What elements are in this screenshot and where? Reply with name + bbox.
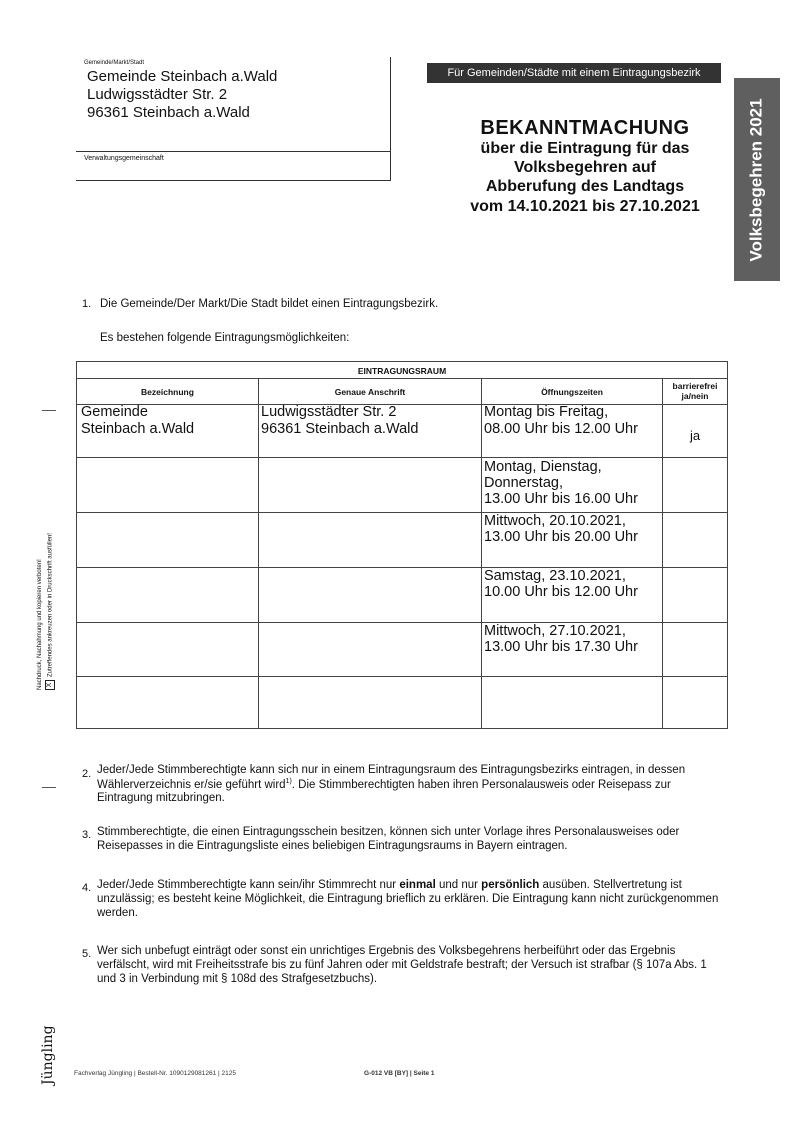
footer-publisher: Fachverlag Jüngling | Bestell-Nr. 1090129081261 | 2125 bbox=[74, 1070, 237, 1077]
publisher-logo-text: Jüngling bbox=[40, 1025, 56, 1085]
address-line-1: Gemeinde Steinbach a.Wald bbox=[87, 68, 278, 85]
address-divider bbox=[76, 151, 390, 152]
section-5-line2: verfälscht, wird mit Freiheitsstrafe bis zu fünf Jahren oder mit Geldstrafe bestraft; der Versuch ist strafbar (§ 107a Abs. 1 bbox=[97, 959, 707, 971]
table-row-divider bbox=[77, 676, 727, 677]
row2-hours-line3: 13.00 Uhr bis 16.00 Uhr bbox=[484, 491, 638, 507]
row1-address-line2: 96361 Steinbach a.Wald bbox=[261, 421, 419, 437]
section-4-line1a: Jeder/Jede Stimmberechtigte kann sein/ihr Stimmrecht nur bbox=[97, 879, 400, 891]
title-line-3: Abberufung des Landtags bbox=[485, 178, 685, 195]
section-4-line2: unzulässig; es besteht keine Möglichkeit, die Eintragung brieflich zu erklären. Die Eintragung kann nicht zurückgenommen bbox=[97, 893, 719, 905]
row2-hours-line1: Montag, Dienstag, bbox=[484, 459, 602, 475]
section-2-line2 bbox=[97, 778, 671, 791]
margin-fold-mark bbox=[42, 410, 56, 411]
header-name: Bezeichnung bbox=[141, 387, 194, 397]
margin-fold-mark bbox=[42, 787, 56, 788]
header-address: Genaue Anschrift bbox=[334, 387, 406, 397]
section-1-number: 1. bbox=[82, 298, 92, 310]
row4-hours-line1: Samstag, 23.10.2021, bbox=[484, 568, 626, 584]
header-banner: Für Gemeinden/Städte mit einem Eintragungsbezirk bbox=[427, 63, 721, 83]
footer-page-info: G-012 VB [BY] | Seite 1 bbox=[364, 1070, 435, 1077]
section-4-line1b: und nur bbox=[435, 879, 482, 891]
row2-hours-line2: Donnerstag, bbox=[484, 475, 563, 491]
address-line-2: Ludwigsstädter Str. 2 bbox=[87, 86, 228, 103]
row5-hours-line2: 13.00 Uhr bis 17.30 Uhr bbox=[484, 639, 638, 655]
section-2-line3: Eintragung mitzubringen. bbox=[97, 792, 225, 804]
section-5-number: 5. bbox=[82, 948, 92, 960]
registration-room-table bbox=[76, 361, 728, 729]
title-line-1: über die Eintragung für das bbox=[480, 140, 690, 157]
row1-name-line1: Gemeinde bbox=[81, 404, 148, 420]
title-line-2: Volksbegehren auf bbox=[514, 159, 656, 176]
section-1-text: Die Gemeinde/Der Markt/Die Stadt bildet einen Eintragungsbezirk. bbox=[100, 298, 439, 310]
table-caption-divider bbox=[77, 378, 727, 379]
section-3-line2: Reisepasses in die Eintragungsliste eines beliebigen Eintragungsraums in Bayern eintragen. bbox=[97, 840, 568, 852]
title-line-4: vom 14.10.2021 bis 27.10.2021 bbox=[470, 198, 700, 215]
table-row-divider bbox=[77, 512, 727, 513]
address-line-3: 96361 Steinbach a.Wald bbox=[87, 104, 250, 121]
row1-address-line1: Ludwigsstädter Str. 2 bbox=[261, 404, 397, 420]
header-yes-no: ja/nein bbox=[681, 391, 709, 401]
footnote-marker: 1) bbox=[285, 778, 292, 785]
row1-hours-line2: 08.00 Uhr bis 12.00 Uhr bbox=[484, 421, 638, 437]
header-hours: Öffnungszeiten bbox=[541, 387, 603, 397]
section-5-line3: und 3 in Verbindung mit § 108d des Strafgesetzbuchs). bbox=[97, 973, 378, 985]
side-tab-label: Volksbegehren 2021 bbox=[747, 97, 766, 262]
section-4-line1c: ausüben. Stellvertretung ist bbox=[539, 879, 682, 891]
emphasis-personal: persönlich bbox=[481, 879, 540, 891]
row4-hours-line2: 10.00 Uhr bis 12.00 Uhr bbox=[484, 584, 638, 600]
copy-notice: Nachdruck, Nachahmung und kopieren verboten! bbox=[37, 559, 43, 690]
section-4-line3: werden. bbox=[97, 907, 138, 919]
section-3-number: 3. bbox=[82, 829, 92, 841]
table-header-divider bbox=[77, 404, 727, 405]
section-2-line2a: Wählerverzeichnis er/sie geführt wird bbox=[97, 778, 286, 791]
row1-name-line2: Steinbach a.Wald bbox=[81, 421, 195, 437]
table-row-divider bbox=[77, 567, 727, 568]
municipality-address-box bbox=[76, 57, 391, 181]
table-row-divider bbox=[77, 622, 727, 623]
table-row-divider bbox=[77, 457, 727, 458]
section-5-line1: Wer sich unbefugt einträgt oder sonst ein unrichtiges Ergebnis des Volksbegehrens herbeiführt oder das Ergebnis bbox=[97, 945, 676, 957]
section-2-number: 2. bbox=[82, 768, 92, 780]
margin-notice bbox=[36, 470, 64, 690]
section-4-number: 4. bbox=[82, 882, 92, 894]
fill-notice: Zutreffendes ankreuzen oder in Druckschrift ausfüllen! bbox=[47, 533, 54, 677]
checkbox-marked: X bbox=[45, 680, 55, 690]
row3-hours-line2: 13.00 Uhr bis 20.00 Uhr bbox=[484, 529, 638, 545]
section-2-line1: Jeder/Jede Stimmberechtigte kann sich nur in einem Eintragungsraum des Eintragungsbezirks eintragen, in dessen bbox=[97, 764, 686, 776]
row5-hours-line1: Mittwoch, 27.10.2021, bbox=[484, 623, 626, 639]
row1-hours-line1: Montag bis Freitag, bbox=[484, 404, 609, 420]
administrative-community-label: Verwaltungsgemeinschaft bbox=[84, 155, 164, 162]
section-1-subtext: Es bestehen folgende Eintragungsmöglichkeiten: bbox=[100, 332, 350, 344]
section-4-line1 bbox=[97, 879, 682, 891]
address-header-label: Gemeinde/Markt/Stadt bbox=[84, 60, 145, 66]
section-3-line1: Stimmberechtigte, die einen Eintragungsschein besitzen, können sich unter Vorlage ihres Personalausweises oder bbox=[97, 826, 680, 838]
row3-hours-line1: Mittwoch, 20.10.2021, bbox=[484, 513, 626, 529]
emphasis-once: einmal bbox=[399, 879, 436, 891]
row1-barrier-free: ja bbox=[689, 428, 701, 443]
page-title: BEKANNTMACHUNG bbox=[480, 117, 690, 139]
header-barrier-free: barrierefrei bbox=[672, 381, 718, 391]
publisher-logo bbox=[40, 1015, 62, 1085]
section-2-line2b: . Die Stimmberechtigten haben ihren Personalausweis oder Reisepass zur bbox=[291, 778, 671, 791]
table-caption: EINTRAGUNGSRAUM bbox=[357, 366, 447, 376]
